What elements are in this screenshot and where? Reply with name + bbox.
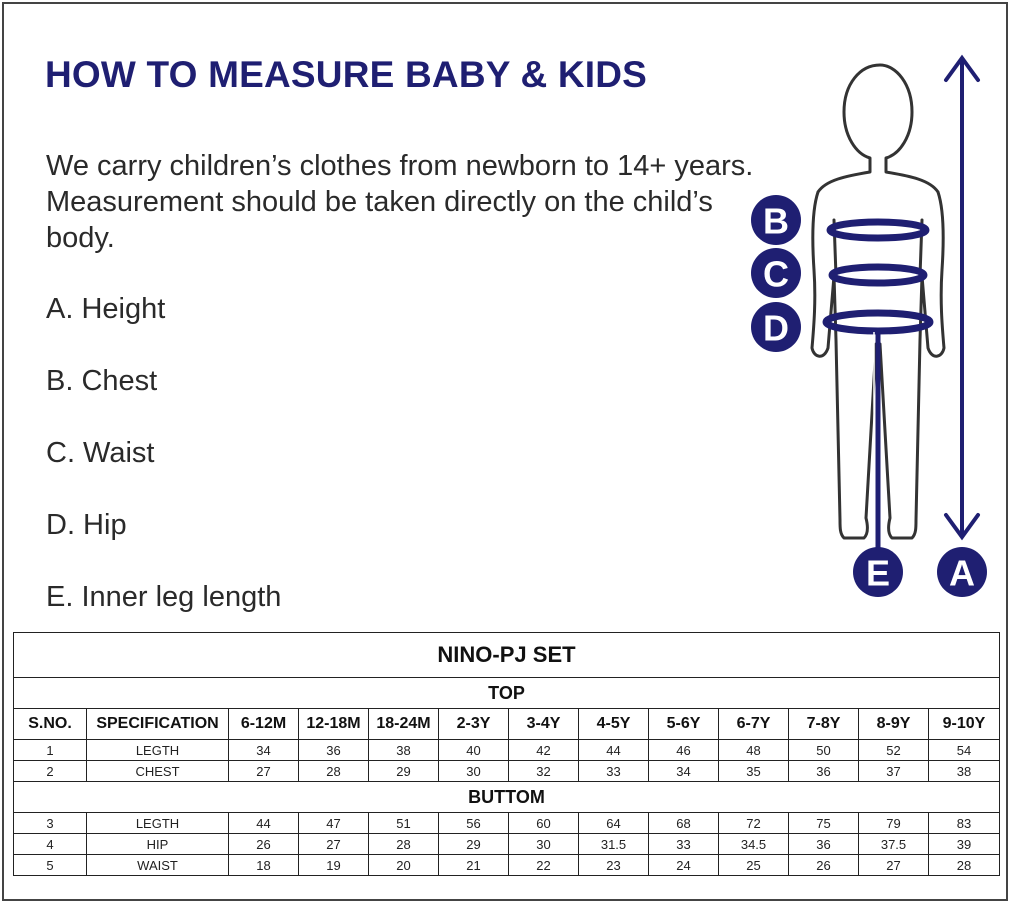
- measurement-cell: 44: [229, 813, 299, 834]
- badge-c: [751, 248, 801, 298]
- column-header: S.NO.: [14, 709, 87, 740]
- column-header: 2-3Y: [439, 709, 509, 740]
- measurement-cell: 64: [579, 813, 649, 834]
- column-header: 3-4Y: [509, 709, 579, 740]
- measurement-cell: 38: [929, 761, 1000, 782]
- measurement-cell: 28: [369, 834, 439, 855]
- table-row: [14, 813, 1000, 834]
- column-header: 6-12M: [229, 709, 299, 740]
- table-row: [14, 740, 1000, 761]
- measurement-cell: 28: [299, 761, 369, 782]
- measurement-cell: 25: [719, 855, 789, 876]
- measurement-cell: 29: [369, 761, 439, 782]
- specification-cell: LEGTH: [87, 813, 229, 834]
- measurement-cell: 37: [859, 761, 929, 782]
- specification-cell: WAIST: [87, 855, 229, 876]
- measurement-cell: 18: [229, 855, 299, 876]
- measurement-cell: 22: [509, 855, 579, 876]
- measurement-cell: 23: [579, 855, 649, 876]
- measurement-cell: 60: [509, 813, 579, 834]
- section-header-row: [14, 678, 1000, 709]
- svg-text:C: C: [763, 253, 789, 295]
- measurement-bands: [826, 222, 930, 331]
- size-chart-table: [13, 632, 1000, 876]
- hip-band: [826, 313, 930, 331]
- measurement-cell: 48: [719, 740, 789, 761]
- child-measurement-figure: [748, 50, 998, 605]
- measurement-cell: 31.5: [579, 834, 649, 855]
- column-header: 12-18M: [299, 709, 369, 740]
- serial-number-cell: 2: [14, 761, 87, 782]
- column-header-row: [14, 709, 1000, 740]
- column-header: 7-8Y: [789, 709, 859, 740]
- svg-text:D: D: [763, 307, 789, 349]
- table-title: NINO-PJ SET: [14, 633, 1000, 678]
- measurement-cell: 27: [859, 855, 929, 876]
- measurement-cell: 42: [509, 740, 579, 761]
- measurement-cell: 46: [649, 740, 719, 761]
- svg-text:A: A: [949, 552, 975, 594]
- serial-number-cell: 4: [14, 834, 87, 855]
- measurement-cell: 29: [439, 834, 509, 855]
- legend-chest: B. Chest: [46, 365, 158, 397]
- table-row: [14, 761, 1000, 782]
- measurement-cell: 50: [789, 740, 859, 761]
- legend-hip: D. Hip: [46, 509, 127, 541]
- measurement-cell: 24: [649, 855, 719, 876]
- measurement-cell: 34.5: [719, 834, 789, 855]
- svg-text:B: B: [763, 200, 789, 242]
- measurement-cell: 34: [649, 761, 719, 782]
- serial-number-cell: 1: [14, 740, 87, 761]
- column-header: 18-24M: [369, 709, 439, 740]
- inner-leg-line: [874, 332, 878, 550]
- column-header: 5-6Y: [649, 709, 719, 740]
- measurement-cell: 75: [789, 813, 859, 834]
- badge-e: [853, 547, 903, 597]
- measurement-cell: 32: [509, 761, 579, 782]
- section-title: BUTTOM: [14, 782, 1000, 813]
- column-header: 6-7Y: [719, 709, 789, 740]
- badge-b: [751, 195, 801, 245]
- table-title-row: [14, 633, 1000, 678]
- specification-cell: CHEST: [87, 761, 229, 782]
- measurement-cell: 47: [299, 813, 369, 834]
- measurement-cell: 54: [929, 740, 1000, 761]
- measurement-cell: 20: [369, 855, 439, 876]
- measurement-cell: 38: [369, 740, 439, 761]
- measurement-cell: 30: [439, 761, 509, 782]
- measurement-cell: 52: [859, 740, 929, 761]
- column-header: SPECIFICATION: [87, 709, 229, 740]
- measurement-cell: 83: [929, 813, 1000, 834]
- column-header: 4-5Y: [579, 709, 649, 740]
- measurement-cell: 51: [369, 813, 439, 834]
- measurement-cell: 19: [299, 855, 369, 876]
- page-title: HOW TO MEASURE BABY & KIDS: [45, 54, 648, 95]
- measurement-cell: 35: [719, 761, 789, 782]
- table-row: [14, 834, 1000, 855]
- legend-inner-leg: E. Inner leg length: [46, 581, 282, 613]
- badge-a: [937, 547, 987, 597]
- measurement-cell: 36: [299, 740, 369, 761]
- measurement-cell: 44: [579, 740, 649, 761]
- measurement-cell: 33: [579, 761, 649, 782]
- measurement-cell: 28: [929, 855, 1000, 876]
- legend-waist: C. Waist: [46, 437, 155, 469]
- measurement-cell: 79: [859, 813, 929, 834]
- column-header: 8-9Y: [859, 709, 929, 740]
- measurement-cell: 27: [299, 834, 369, 855]
- intro-text: We carry children’s clothes from newborn to 14+ years. Measurement should be taken directly on the child’s body.: [46, 150, 754, 254]
- measurement-cell: 68: [649, 813, 719, 834]
- measurement-cell: 36: [789, 761, 859, 782]
- measurement-cell: 40: [439, 740, 509, 761]
- measurement-cell: 34: [229, 740, 299, 761]
- badge-d: [751, 302, 801, 352]
- height-arrow: [946, 58, 978, 537]
- specification-cell: HIP: [87, 834, 229, 855]
- measurement-cell: 26: [229, 834, 299, 855]
- measurement-cell: 21: [439, 855, 509, 876]
- specification-cell: LEGTH: [87, 740, 229, 761]
- measurement-cell: 30: [509, 834, 579, 855]
- measurement-cell: 27: [229, 761, 299, 782]
- svg-text:E: E: [865, 552, 891, 594]
- section-title: TOP: [14, 678, 1000, 709]
- serial-number-cell: 3: [14, 813, 87, 834]
- serial-number-cell: 5: [14, 855, 87, 876]
- measurement-cell: 39: [929, 834, 1000, 855]
- waist-band: [832, 267, 924, 283]
- column-header: 9-10Y: [929, 709, 1000, 740]
- measurement-cell: 36: [789, 834, 859, 855]
- table-row: [14, 855, 1000, 876]
- measurement-cell: 26: [789, 855, 859, 876]
- measurement-cell: 33: [649, 834, 719, 855]
- legend-height: A. Height: [46, 293, 166, 325]
- chest-band: [830, 222, 926, 238]
- measurement-cell: 72: [719, 813, 789, 834]
- measurement-cell: 37.5: [859, 834, 929, 855]
- measurement-cell: 56: [439, 813, 509, 834]
- section-header-row: [14, 782, 1000, 813]
